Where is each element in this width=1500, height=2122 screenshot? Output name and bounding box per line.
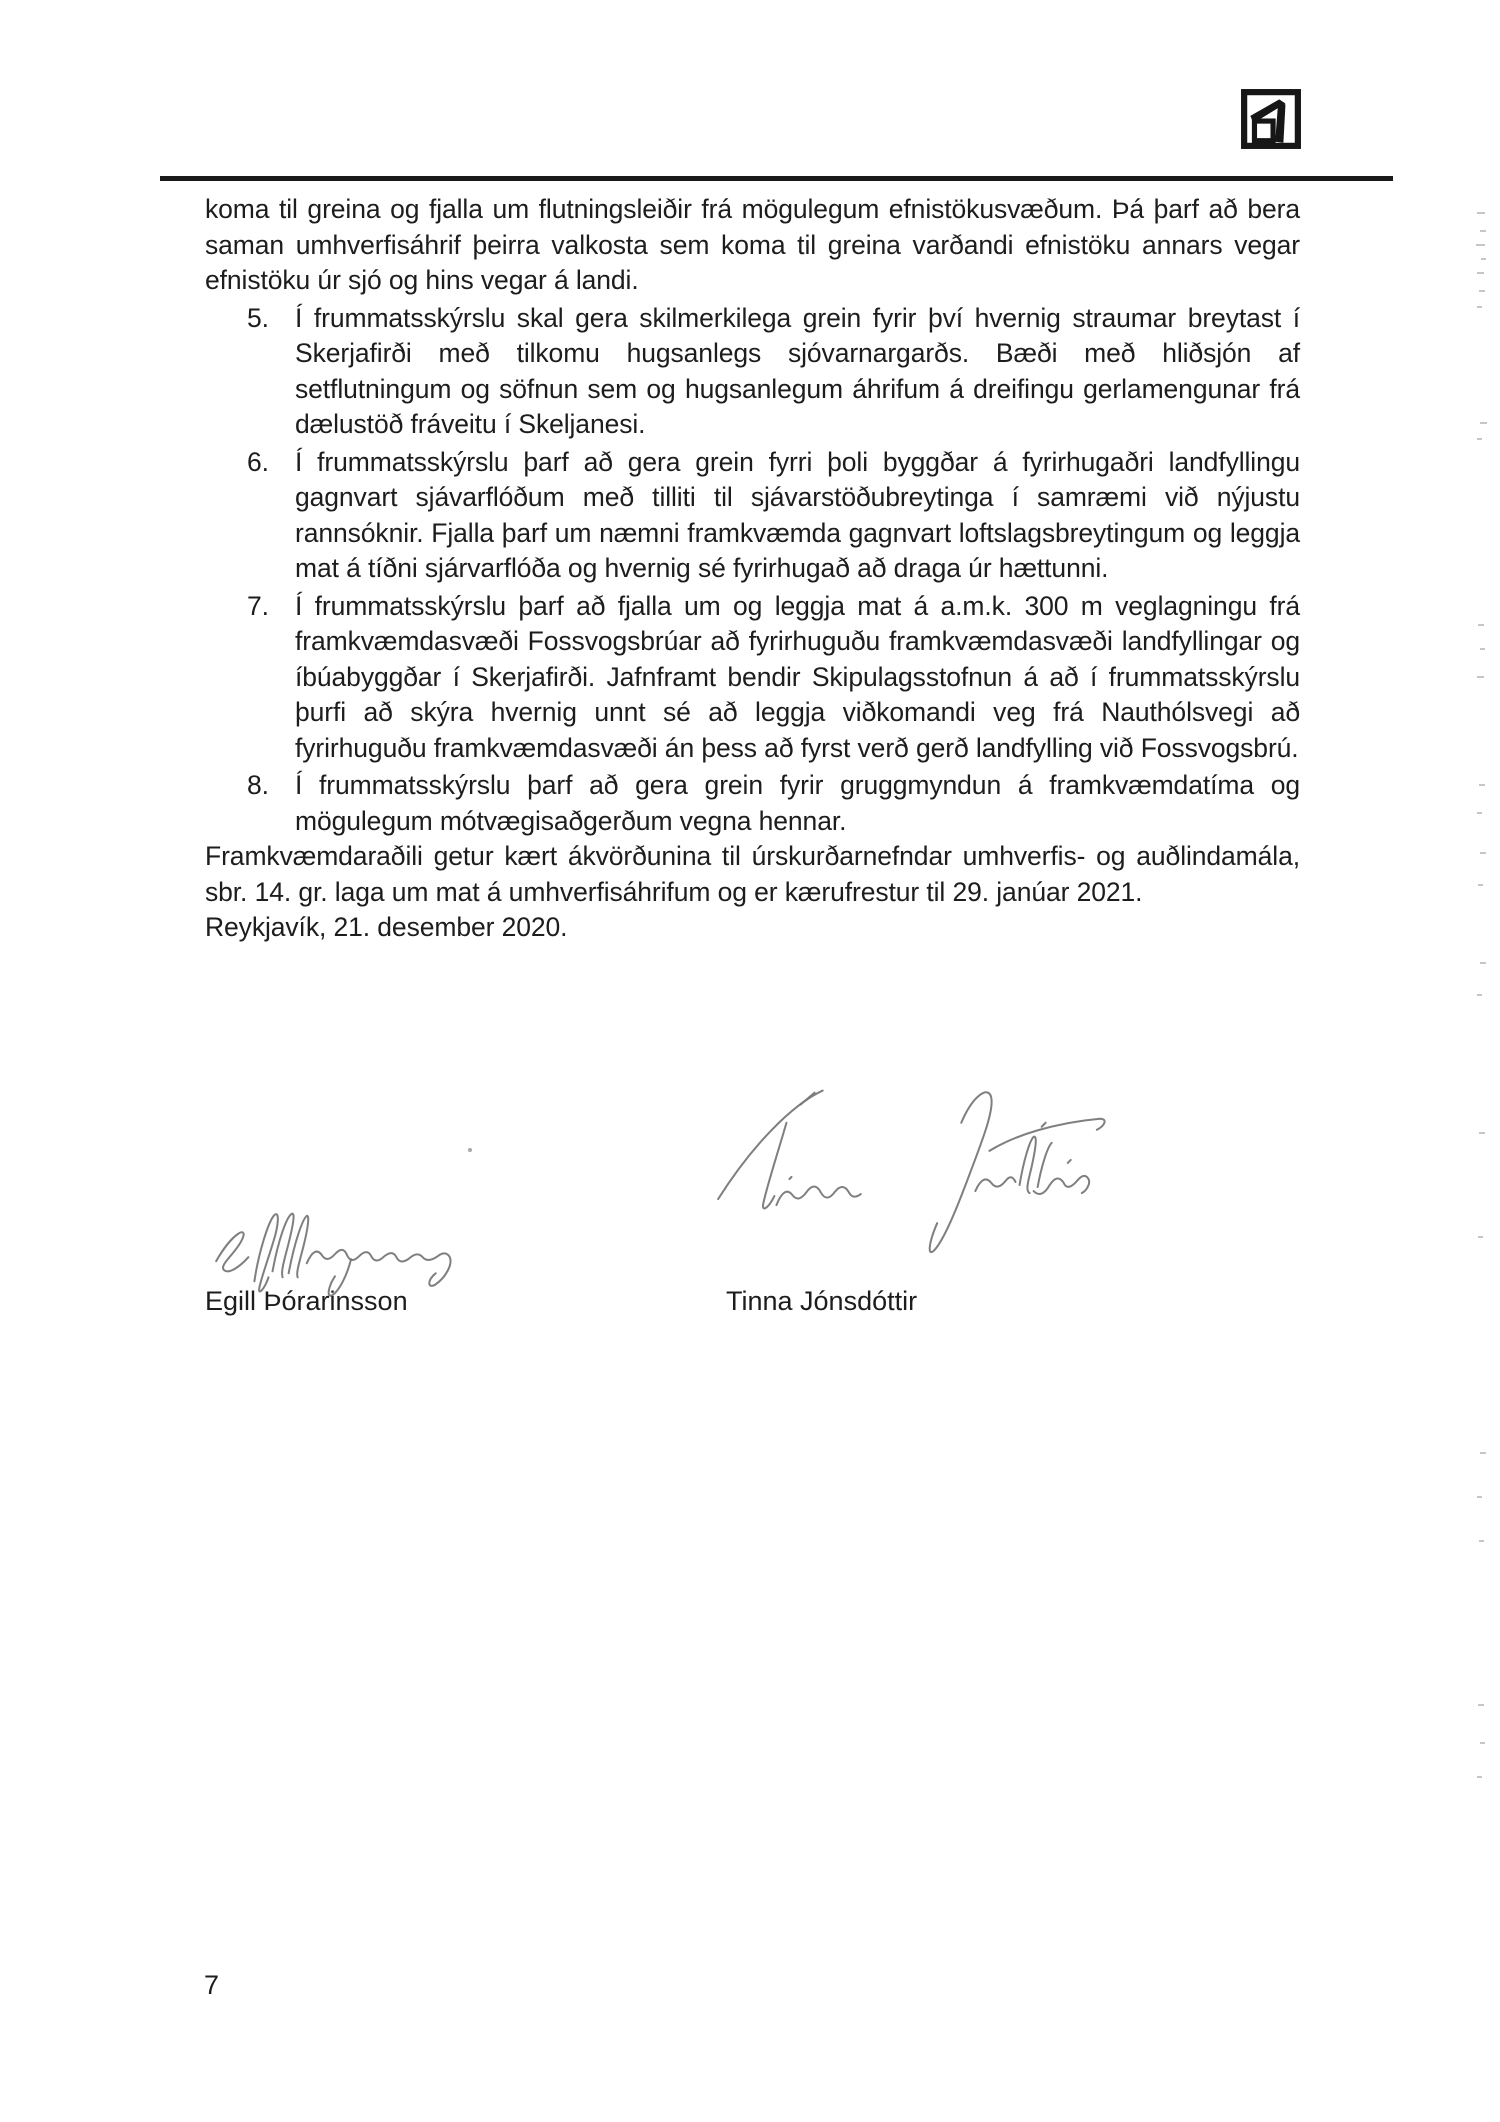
item-number: 6. [247, 446, 269, 477]
dateline: Reykjavík, 21. desember 2020. [205, 912, 568, 942]
list-item [205, 589, 1300, 767]
skipulagsstofnun-logo-icon [1240, 88, 1302, 150]
list-item [205, 768, 1300, 839]
item-text: Í frummatsskýrslu þarf að gera grein fyrri þoli byggðar á fyrirhugaðri landfyllingu gagnvart sjávarflóðum með tilliti til sjávarstöðubreytinga í samræmi við nýjustu rannsóknir. Fjalla þarf um næmni framkvæmda gagnvart loftslagsbreytingum og leggja mat á tíðni sjárvarflóða og hvernig sé fyrirhugað að draga úr hættunni. [295, 446, 1300, 583]
item-text: Í frummatsskýrslu þarf að fjalla um og leggja mat á a.m.k. 300 m veglagningu frá framkvæmdasvæði Fossvogsbrúar að fyrirhuguðu framkvæmdasvæði landfyllingar og íbúabyggðar í Skerjafirði. Jafnframt bendir Skipulagsstofnun á að í frummatsskýrslu þurfi að skýra hvernig unnt sé að leggja viðkomandi veg frá Nauthólsvegi að fyrirhuguðu framkvæmdasvæði án þess að fyrst verð gerð landfylling við Fossvogsbrú. [295, 590, 1300, 763]
list-item [205, 301, 1300, 443]
item-text: Í frummatsskýrslu skal gera skilmerkilega grein fyrir því hvernig straumar breytast í Skerjafirði með tilkomu hugsanlegs sjóvarnargarðs. Bæði með hliðsjón af setflutningum og söfnun sem og hugsanlegum áhrifum á dreifingu gerlamengunar frá dælustöð fráveitu í Skeljanesi. [295, 302, 1300, 439]
page-number: 7 [204, 1970, 220, 2000]
signature-name-egill: Egill Þórarinsson [205, 1286, 408, 1316]
handwritten-signature-egill [198, 1168, 480, 1300]
intro-continuation-paragraph: koma til greina og fjalla um flutningsleiðir frá mögulegum efnistökusvæðum. Þá þarf að bera saman umhverfisáhrif þeirra valkosta sem koma til greina varðandi efnistöku annars vegar efnistöku úr sjó og hins vegar á landi. [205, 194, 1300, 295]
item-number: 8. [247, 770, 269, 800]
handwritten-signature-tinna [688, 1078, 1120, 1280]
document-body [205, 192, 1300, 946]
requirements-list [205, 301, 1300, 840]
item-number: 7. [247, 590, 269, 621]
signature-name-tinna: Tinna Jónsdóttir [726, 1286, 918, 1316]
item-number: 5. [247, 302, 269, 333]
list-item [205, 445, 1300, 587]
appeal-paragraph: Framkvæmdaraðili getur kært ákvörðunina til úrskurðarnefndar umhverfis- og auðlindamála, sbr. 14. gr. laga um mat á umhverfisáhrifum og er kærufrestur til 29. janúar 2021. [205, 841, 1300, 907]
item-text: Í frummatsskýrslu þarf að gera grein fyrir gruggmyndun á framkvæmdatíma og mögulegum mótvægisaðgerðum vegna hennar. [295, 770, 1300, 836]
header-divider [160, 176, 1393, 181]
